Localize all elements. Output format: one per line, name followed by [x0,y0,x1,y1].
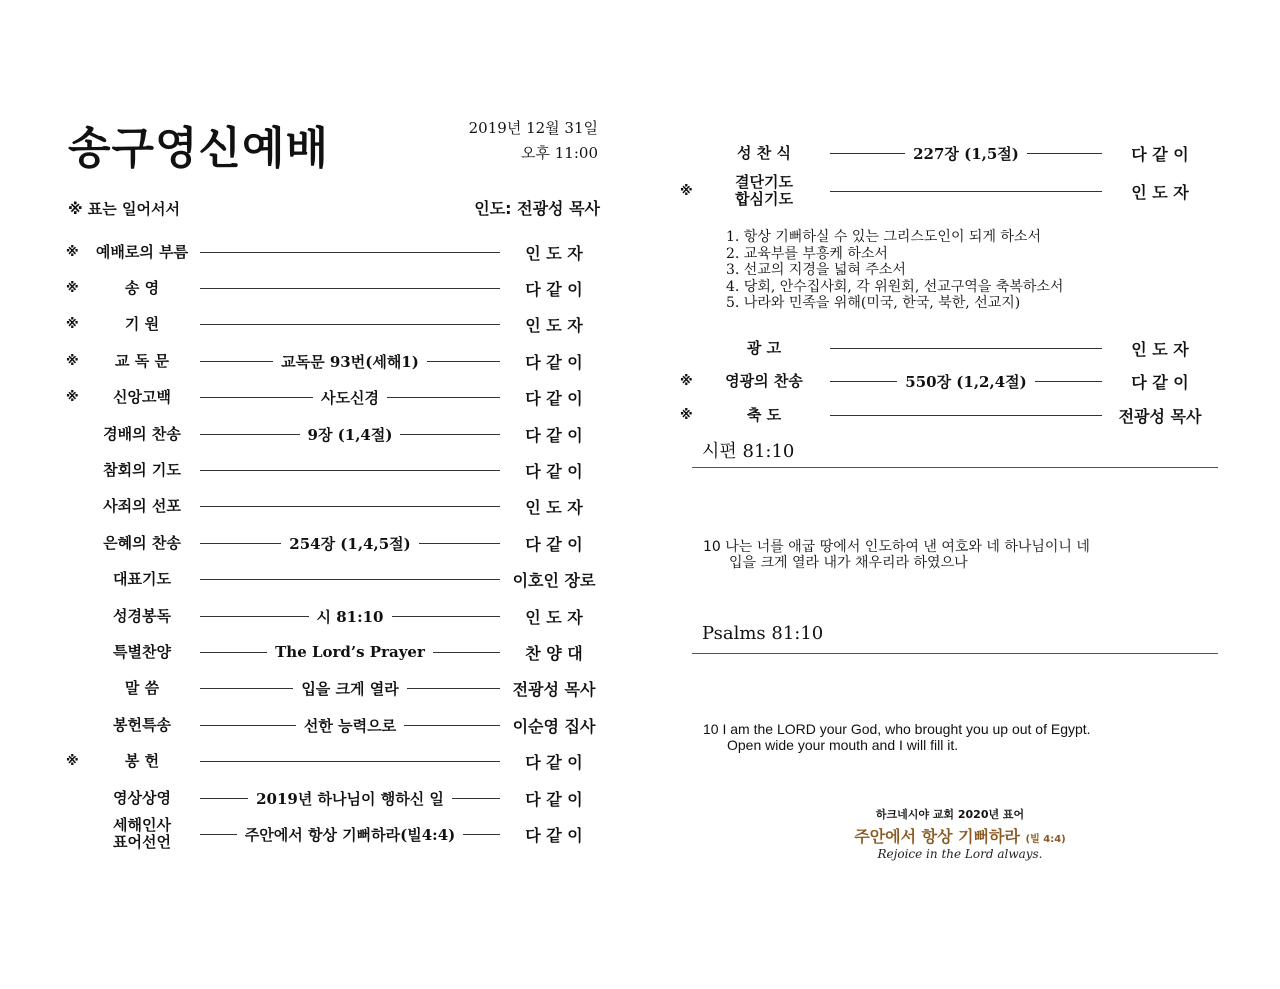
order-item-leader-line [822,371,1110,392]
order-item-label: 기 원 [124,315,160,334]
order-item-label: 성 찬 식 [737,143,791,162]
order-item-label: 사죄의 선포 [103,497,181,516]
order-item-label: 경배의 찬송 [103,424,181,443]
order-item-person: 다 같 이 [525,279,583,299]
order-item-label: 영광의 찬송 [725,372,803,390]
motto-english: Rejoice in the Lord always. [877,847,1043,861]
order-item [66,455,600,485]
order-item-leader-line [192,288,508,289]
order-item-person: 다 같 이 [1131,373,1189,392]
order-item-label: 특별찬양 [113,642,171,661]
standing-mark: ※ [680,374,693,389]
verse-line: I am the LORD your God, who brought you up out of Egypt. [722,721,1091,737]
standing-note: ※ 표는 일어서서 [68,200,180,218]
order-item [66,492,600,522]
order-item-detail: 254장 (1,4,5절) [289,534,411,553]
order-item-person: 인 도 자 [525,243,583,263]
order-item-leader-line [192,579,508,580]
order-item-person: 인 도 자 [525,607,583,627]
order-item-leader-line [192,387,508,408]
standing-mark: ※ [66,754,79,770]
standing-mark: ※ [66,390,79,406]
order-item [680,138,1210,168]
order-item-person: 다 같 이 [525,534,583,554]
order-item-leader-line [192,678,508,699]
verse-number: 10 [703,539,721,555]
service-leader: 인도: 전광성 목사 [474,199,600,218]
standing-mark: ※ [66,280,79,296]
page-title: 송구영신예배 [68,123,330,174]
order-item-person: 다 같 이 [525,461,583,481]
divider [692,653,1218,654]
order-item [66,346,600,376]
service-time: 오후 11:00 [521,144,598,162]
order-item [66,273,600,303]
order-item-leader-line [192,643,508,661]
order-item [66,637,600,667]
order-item-detail: 227장 (1,5절) [913,144,1019,163]
service-datetime [440,116,598,166]
order-item-label: 축 도 [746,405,782,424]
standing-mark: ※ [66,317,79,333]
order-item-person: 이순영 집사 [512,716,596,736]
order-item-label: 대표기도 [113,570,171,589]
standing-mark: ※ [66,353,79,369]
scripture-text-en [703,721,1203,753]
prayer-item: 5. 나라와 민족을 위해(미국, 한국, 북한, 선교지) [726,295,1021,311]
order-item-leader-line [192,252,508,253]
order-item-label: 광 고 [746,338,782,357]
order-item-leader-line [822,143,1110,164]
order-item-detail: 2019년 하나님이 행하신 일 [256,789,444,808]
order-item [66,601,600,631]
order-item-person: 다 같 이 [525,753,583,773]
order-item-detail: 550장 (1,2,4절) [905,373,1027,391]
order-item-leader-line [192,761,508,762]
service-date: 2019년 12월 31일 [468,119,598,137]
order-item-detail: 주안에서 항상 기뻐하라(빌4:4) [244,825,456,844]
motto-heading: 하크네시야 교회 2020년 표어 [875,808,1025,821]
order-item-person: 이호인 장로 [512,571,596,591]
scripture-text-kr [703,539,1203,571]
order-item-label: 성경봉독 [113,606,171,625]
order-item-detail: 사도신경 [321,389,379,408]
order-item-person: 인 도 자 [525,316,583,336]
order-item-person: 다 같 이 [525,425,583,445]
order-item-label: 은혜의 찬송 [103,533,181,552]
order-item-leader-line [192,533,508,554]
order-item [66,710,600,740]
order-item [66,310,600,340]
motto-ref: (빌 4:4) [1025,834,1066,845]
order-item [66,783,600,813]
order-item-person: 인 도 자 [525,498,583,518]
order-item-label: 봉헌특송 [113,715,171,734]
order-item-leader-line [192,470,508,471]
divider [692,467,1218,468]
verse-number: 10 [703,721,719,737]
order-item-detail: 입을 크게 열라 [301,680,399,699]
order-item-person: 다 같 이 [525,789,583,809]
order-item-label: 참회의 기도 [103,460,181,479]
prayer-list [726,229,1063,312]
prayer-item: 4. 당회, 안수집사회, 각 위원회, 선교구역을 축복하소서 [726,278,1064,295]
order-item-person: 인 도 자 [1131,182,1189,202]
order-item-detail: 9장 (1,4절) [307,425,393,444]
order-item-leader-line [192,324,508,325]
order-item-leader-line [192,424,508,445]
prayer-item: 2. 교육부를 부흥케 하소서 [726,245,888,262]
order-item-detail: The Lord’s Prayer [275,643,425,662]
verse-line: 나는 너를 애굽 땅에서 인도하여 낸 여호와 네 하나님이니 네 [725,539,1090,555]
order-item-label: 송 영 [124,278,160,297]
order-item [66,383,600,413]
order-item [66,237,600,267]
motto [820,824,1100,847]
order-item-detail: 선한 능력으로 [303,716,397,735]
order-item-label: 신앙고백 [113,388,171,407]
verse-line: Open wide your mouth and I will fill it. [727,737,959,753]
order-item-leader-line [192,506,508,507]
order-item [66,747,600,777]
order-item-leader-line [822,191,1110,192]
order-item-detail: 시 81:10 [316,607,384,626]
verse-line: 입을 크게 열라 내가 채우리라 하였으나 [729,555,968,571]
order-item [680,173,1210,208]
order-item-leader-line [192,788,508,809]
order-item-label: 영상상영 [113,788,171,807]
order-item [66,419,600,449]
order-item-label: 세해인사 표어선언 [113,816,171,852]
order-item-leader-line [822,348,1110,349]
order-item-person: 전광성 목사 [1118,406,1202,426]
prayer-item: 1. 항상 기뻐하실 수 있는 그리스도인이 되게 하소서 [726,229,1041,245]
order-item-label: 결단기도 합심기도 [735,173,793,208]
order-item [66,674,600,704]
order-item-leader-line [822,415,1110,416]
order-item [680,400,1210,430]
order-item-person: 전광성 목사 [512,680,596,700]
order-item-leader-line [192,351,508,372]
order-item-leader-line [192,824,508,845]
order-item [66,565,600,595]
prayer-item: 3. 선교의 지경을 넓혀 주소서 [726,262,906,278]
order-item [680,333,1210,363]
scripture-ref-en: Psalms 81:10 [702,623,824,644]
order-item [66,816,600,852]
order-item-person: 다 같 이 [525,352,583,372]
order-item-person: 인 도 자 [1131,339,1189,359]
standing-mark: ※ [66,244,79,260]
order-item [66,528,600,558]
order-item-label: 예배로의 부름 [95,242,189,261]
scripture-ref-kr: 시편 81:10 [702,441,795,462]
order-item-person: 다 같 이 [525,389,583,409]
standing-mark: ※ [680,183,693,199]
order-item-person: 다 같 이 [525,825,583,845]
order-item-label: 교 독 문 [115,351,169,370]
order-item-person: 찬 양 대 [525,643,583,663]
order-item [680,367,1210,397]
order-item-label: 말 씀 [124,679,160,698]
order-item-label: 봉 헌 [124,752,160,771]
order-item-detail: 교독문 93번(세해1) [281,352,419,371]
order-item-person: 다 같 이 [1131,144,1189,164]
order-item-leader-line [192,715,508,736]
motto-text: 주안에서 항상 기뻐하라 [854,827,1020,846]
standing-mark: ※ [680,407,693,423]
order-item-leader-line [192,606,508,627]
